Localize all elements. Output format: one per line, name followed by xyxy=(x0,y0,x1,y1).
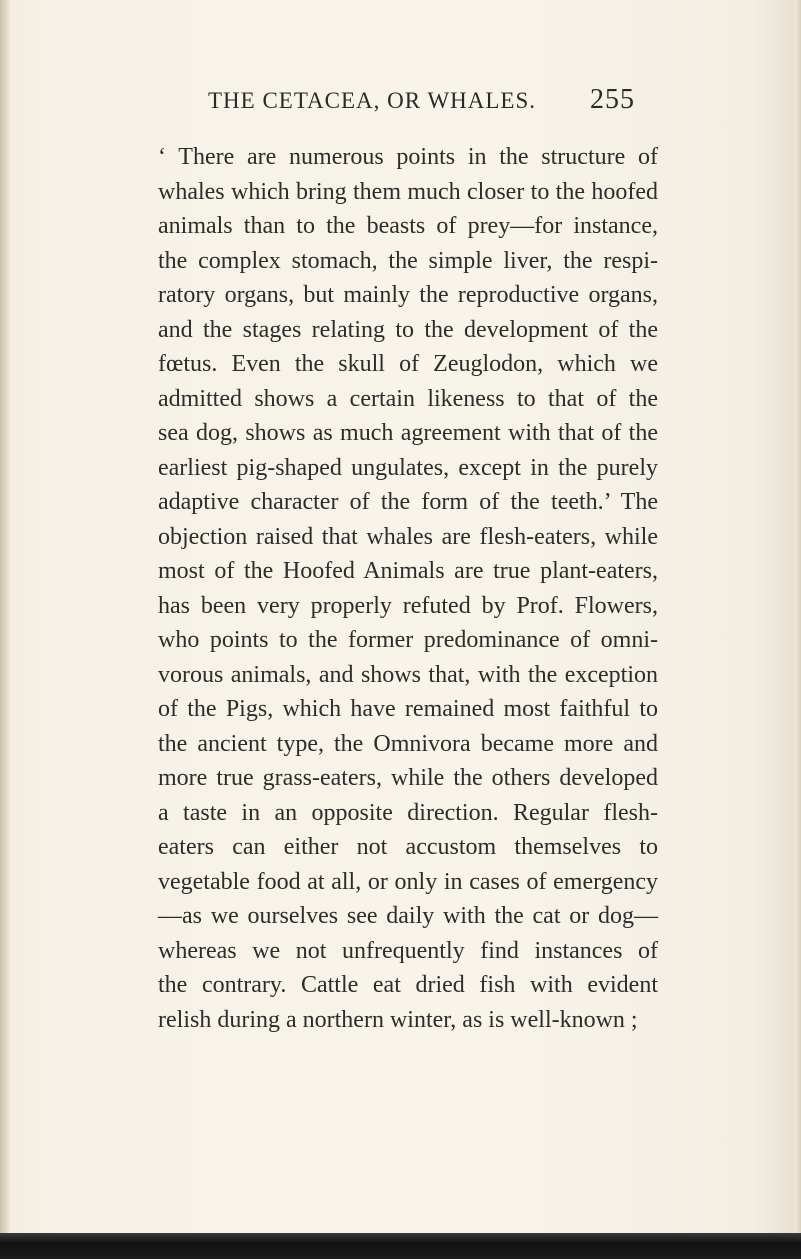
gutter-shadow xyxy=(0,0,10,1259)
text-line: —as we ourselves see daily with the cat or dog— xyxy=(158,903,658,929)
text-line: the ancient type, the Omnivora became more and xyxy=(158,730,658,757)
text-line: has been very properly refuted by Prof. Flowers, xyxy=(158,592,658,619)
text-line: most of the Hoofed Animals are true plant-eaters, xyxy=(158,558,658,584)
scan-bottom-edge xyxy=(0,1233,801,1259)
text-line: ratory organs, but mainly the reproductive organs, xyxy=(158,282,658,308)
text-line: ‘ There are numerous points in the structure of xyxy=(158,144,658,170)
text-line: the contrary. Cattle eat dried fish with evident xyxy=(158,972,658,998)
running-title: THE CETACEA, OR WHALES. xyxy=(208,88,537,113)
text-line: and the stages relating to the development of the xyxy=(158,316,658,343)
text-line: admitted shows a certain likeness to that of the xyxy=(158,385,658,412)
text-line: more true grass-eaters, while the others developed xyxy=(158,765,658,791)
text-line: who points to the former predominance of omni- xyxy=(158,627,658,653)
text-line: of the Pigs, which have remained most faithful to xyxy=(158,696,658,722)
text-line: vegetable food at all, or only in cases of emergency xyxy=(158,868,658,895)
text-line: relish during a northern winter, as is well-known ; xyxy=(158,1006,638,1033)
text-line: the complex stomach, the simple liver, the respi- xyxy=(158,247,658,274)
text-line: objection raised that whales are flesh-eaters, while xyxy=(158,523,658,550)
text-line: fœtus. Even the skull of Zeuglodon, which we xyxy=(158,351,658,377)
text-line: earliest pig-shaped ungulates, except in the purely xyxy=(158,454,658,481)
text-line: eaters can either not accustom themselves to xyxy=(158,834,658,860)
text-line: a taste in an opposite direction. Regular flesh- xyxy=(158,799,658,826)
running-head xyxy=(160,84,660,124)
body-text xyxy=(158,140,658,1037)
text-line: whereas we not unfrequently find instances of xyxy=(158,937,658,964)
text-line: animals than to the beasts of prey—for instance, xyxy=(158,213,658,239)
text-line: sea dog, shows as much agreement with that of the xyxy=(158,420,658,446)
text-line: adaptive character of the form of the teeth.’ The xyxy=(158,489,658,515)
text-line: vorous animals, and shows that, with the exception xyxy=(158,661,658,688)
text-line: whales which bring them much closer to the hoofed xyxy=(158,178,658,205)
page-edge xyxy=(795,0,801,1259)
page-number: 255 xyxy=(590,84,635,115)
